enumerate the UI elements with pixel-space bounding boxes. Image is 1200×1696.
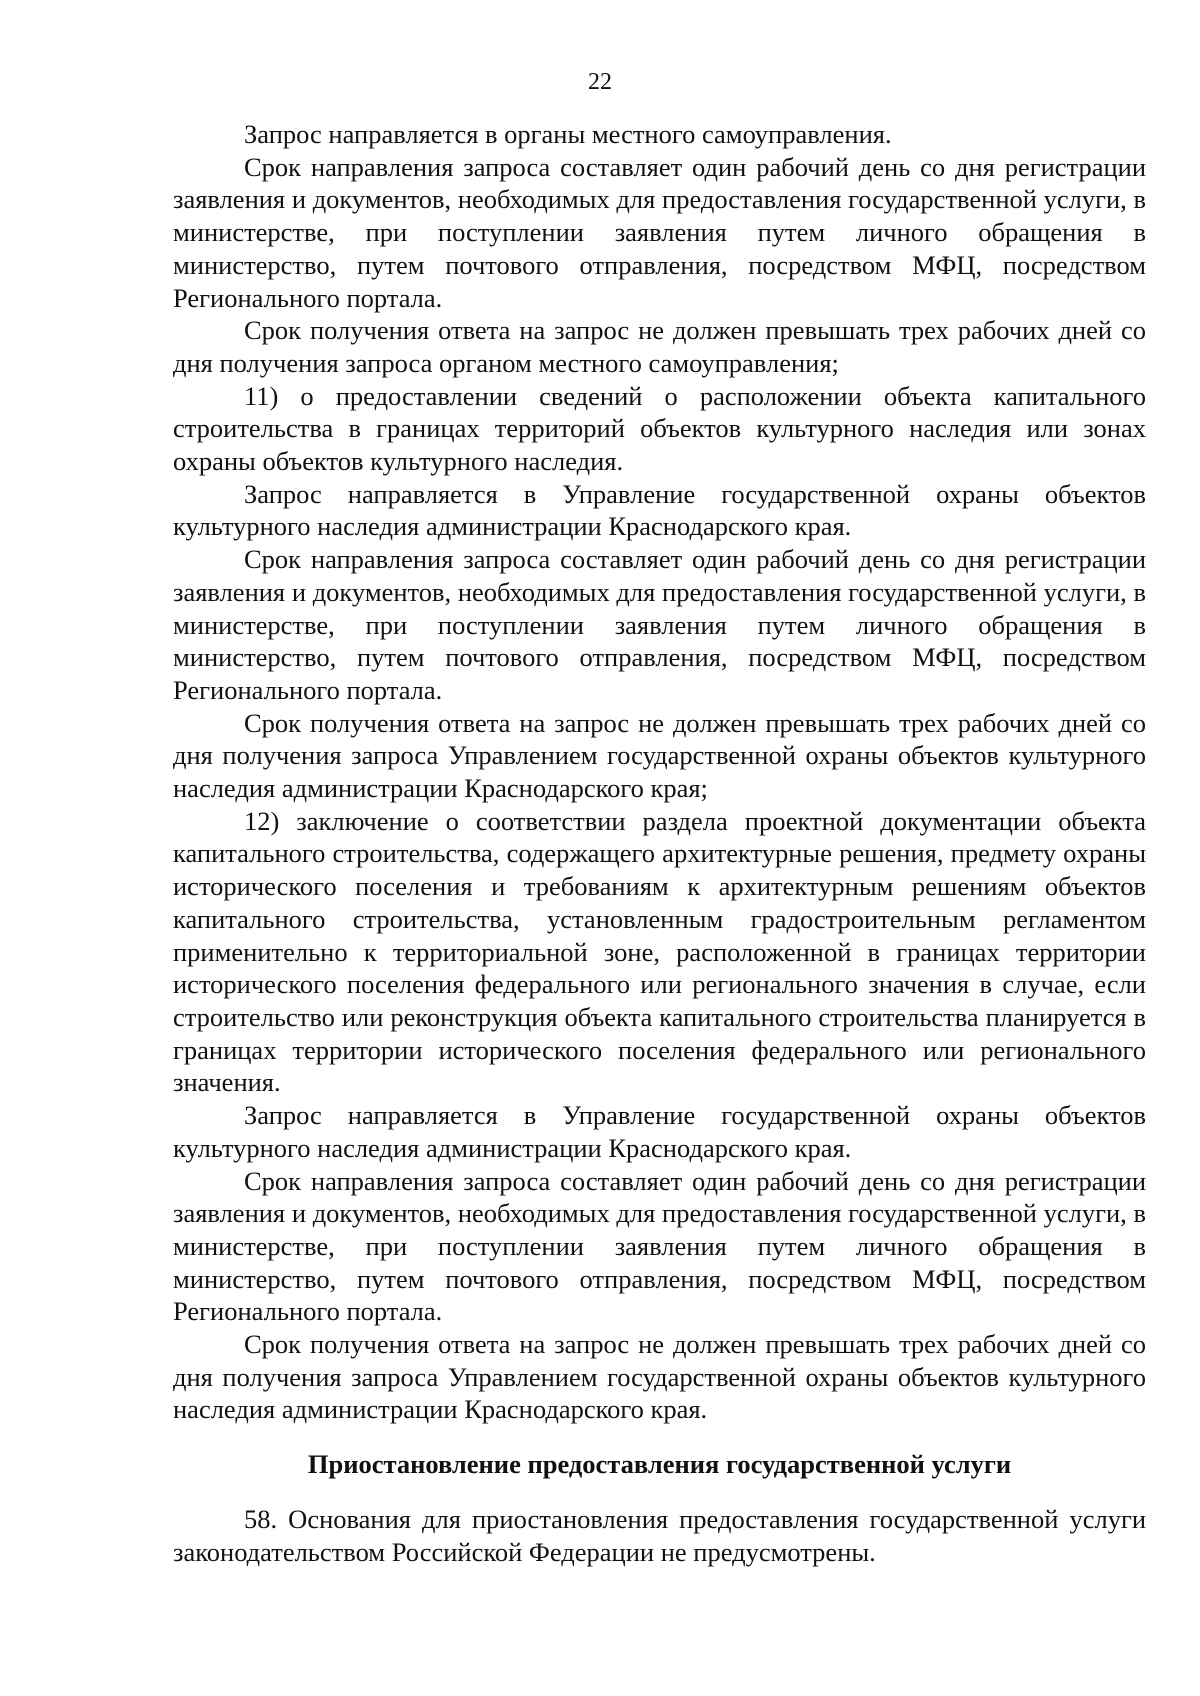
- paragraph-response-deadline: Срок получения ответа на запрос не должен превышать трех рабочих дней со дня получения запроса органом местного самоуправления;: [173, 315, 1146, 378]
- paragraph-request-deadline: Срок направления запроса составляет один рабочий день со дня регистрации заявления и документов, необходимых для предоставления государственной услуги, в министерстве, при поступлении заявления путем личного обращения в министерство, путем почтового отправления, посредством МФЦ, посредством Регионального портала.: [173, 151, 1146, 313]
- paragraph-request-deadline: Срок направления запроса составляет один рабочий день со дня регистрации заявления и документов, необходимых для предоставления государственной услуги, в министерстве, при поступлении заявления путем личного обращения в министерство, путем почтового отправления, посредством МФЦ, посредством Регионального портала.: [173, 544, 1146, 705]
- paragraph-item-11: 11) о предоставлении сведений о расположении объекта капитального строительства в границах территорий объектов культурного наследия или зонах охраны объектов культурного наследия.: [173, 380, 1146, 477]
- paragraph-item-58: 58. Основания для приостановления предоставления государственной услуги законодательством Российской Федерации не предусмотрены.: [173, 1503, 1146, 1567]
- paragraph-item-12: 12) заключение о соответствии раздела проектной документации объекта капитального строительства, содержащего архитектурные решения, предмету охраны исторического поселения и требованиям к архитектурным решениям объектов капитального строительства, установленным градостроительным регламентом применительно к территориальной зоне, расположенной в границах территории исторического поселения федерального или регионального значения в случае, если строительство или реконструкция объекта капитального строительства планируется в границах территории исторического поселения федерального или регионального значения.: [173, 805, 1146, 1098]
- document-body: [173, 118, 1146, 1568]
- page-number: 22: [588, 69, 612, 95]
- paragraph-request-heritage-office: Запрос направляется в Управление государственной охраны объектов культурного наследия администрации Краснодарского края.: [173, 1100, 1146, 1163]
- section-heading: Приостановление предоставления государственной услуги: [307, 1449, 1012, 1480]
- paragraph-response-deadline: Срок получения ответа на запрос не должен превышать трех рабочих дней со дня получения запроса Управлением государственной охраны объектов культурного наследия администрации Краснодарского края;: [173, 707, 1146, 804]
- paragraph-response-deadline: Срок получения ответа на запрос не должен превышать трех рабочих дней со дня получения запроса Управлением государственной охраны объектов культурного наследия администрации Краснодарского края.: [173, 1329, 1146, 1425]
- paragraph-request-deadline: Срок направления запроса составляет один рабочий день со дня регистрации заявления и документов, необходимых для предоставления государственной услуги, в министерстве, при поступлении заявления путем личного обращения в министерство, путем почтового отправления, посредством МФЦ, посредством Регионального портала.: [173, 1165, 1146, 1327]
- paragraph-request-local-government: Запрос направляется в органы местного самоуправления.: [244, 119, 892, 149]
- paragraph-request-heritage-office: Запрос направляется в Управление государственной охраны объектов культурного наследия администрации Краснодарского края.: [173, 478, 1146, 542]
